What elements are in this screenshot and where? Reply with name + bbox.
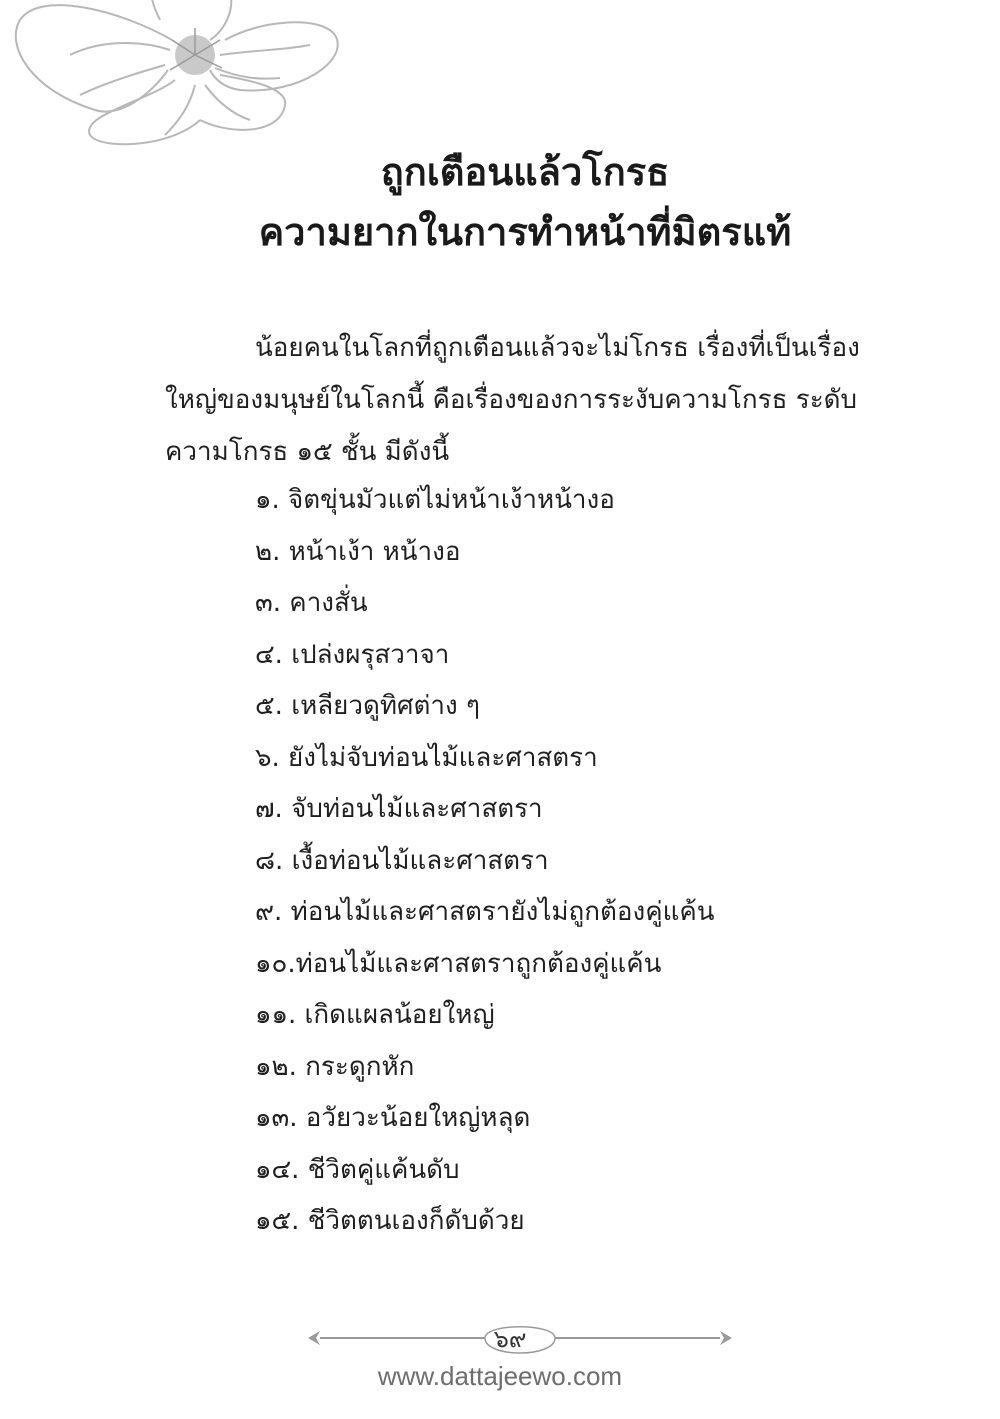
list-item bbox=[255, 1203, 715, 1255]
list-item bbox=[255, 534, 715, 586]
list-item bbox=[255, 791, 715, 843]
list-item bbox=[255, 843, 715, 895]
list-item-number: ๑๕. bbox=[255, 1206, 300, 1236]
list-item-text: ยังไม่จับท่อนไม้และศาสตรา bbox=[279, 742, 598, 773]
list-item-text: จิตขุ่นมัวแต่ไม่หน้าเง้าหน้างอ bbox=[279, 485, 615, 515]
list-item-text: อวัยวะน้อยใหญ่หลุด bbox=[297, 1103, 531, 1133]
intro-paragraph-line2: ใหญ่ของมนุษย์ในโลกนี้ คือเรื่องของการระงับความโกรธ ระดับ bbox=[165, 385, 858, 415]
page-title-line1: ถูกเตือนแล้วโกรธ bbox=[380, 150, 670, 194]
list-item-text: จับท่อนไม้และศาสตรา bbox=[282, 794, 543, 824]
list-item bbox=[255, 585, 715, 637]
list-item-number: ๓. bbox=[255, 588, 282, 618]
list-item bbox=[255, 1049, 715, 1101]
list-item-number: ๑๐. bbox=[255, 948, 296, 979]
list-item-number: ๙. bbox=[255, 897, 283, 927]
flower-illustration bbox=[0, 0, 360, 150]
list-item-number: ๕. bbox=[255, 691, 283, 721]
list-item bbox=[255, 1100, 715, 1152]
list-item-text: เปล่งผรุสวาจา bbox=[282, 639, 450, 670]
list-item-number: ๒. bbox=[255, 536, 281, 567]
anger-levels-list bbox=[255, 482, 715, 1255]
list-item-text: ท่อนไม้และศาสตราถูกต้องคู่แค้น bbox=[295, 948, 662, 979]
website-url: www.dattajeewo.com bbox=[377, 1361, 623, 1391]
list-item bbox=[255, 997, 715, 1049]
list-item-text: หน้าเง้า หน้างอ bbox=[280, 536, 461, 567]
list-item-number: ๗. bbox=[255, 794, 283, 824]
list-item bbox=[255, 1152, 715, 1204]
list-item bbox=[255, 894, 715, 946]
list-item-number: ๑๑. bbox=[255, 1000, 297, 1030]
page-number: ๖๙ bbox=[493, 1325, 527, 1353]
list-item-text: ท่อนไม้และศาสตรายังไม่ถูกต้องคู่แค้น bbox=[282, 897, 715, 927]
list-item-number: ๑๔. bbox=[255, 1154, 300, 1185]
list-item-text: ชีวิตตนเองก็ดับด้วย bbox=[299, 1206, 525, 1236]
list-item-text: เหลียวดูทิศต่าง ๆ bbox=[282, 691, 480, 721]
list-item-text: ชีวิตคู่แค้นดับ bbox=[299, 1154, 460, 1185]
list-item-number: ๑๓. bbox=[255, 1103, 298, 1133]
list-item-number: ๘. bbox=[255, 845, 284, 876]
list-item-number: ๑. bbox=[255, 485, 280, 515]
list-item bbox=[255, 740, 715, 792]
intro-paragraph-line1: น้อยคนในโลกที่ถูกเตือนแล้วจะไม่โกรธ เรื่องที่เป็นเรื่อง bbox=[255, 333, 860, 363]
list-item-number: ๔. bbox=[255, 639, 283, 670]
list-item-text: กระดูกหัก bbox=[296, 1051, 415, 1082]
intro-paragraph-line3: ความโกรธ ๑๕ ชั้น มีดังนี้ bbox=[165, 437, 450, 467]
list-item bbox=[255, 946, 715, 998]
list-item bbox=[255, 637, 715, 689]
list-item-number: ๖. bbox=[255, 742, 280, 773]
list-item-text: คางสั่น bbox=[281, 588, 368, 618]
list-item bbox=[255, 688, 715, 740]
list-item-text: เงื้อท่อนไม้และศาสตรา bbox=[283, 845, 549, 876]
list-item-number: ๑๒. bbox=[255, 1051, 297, 1082]
page-title-line2: ความยากในการทำหน้าที่มิตรแท้ bbox=[258, 210, 792, 254]
list-item bbox=[255, 482, 715, 534]
list-item-text: เกิดแผลน้อยใหญ่ bbox=[296, 1000, 495, 1030]
